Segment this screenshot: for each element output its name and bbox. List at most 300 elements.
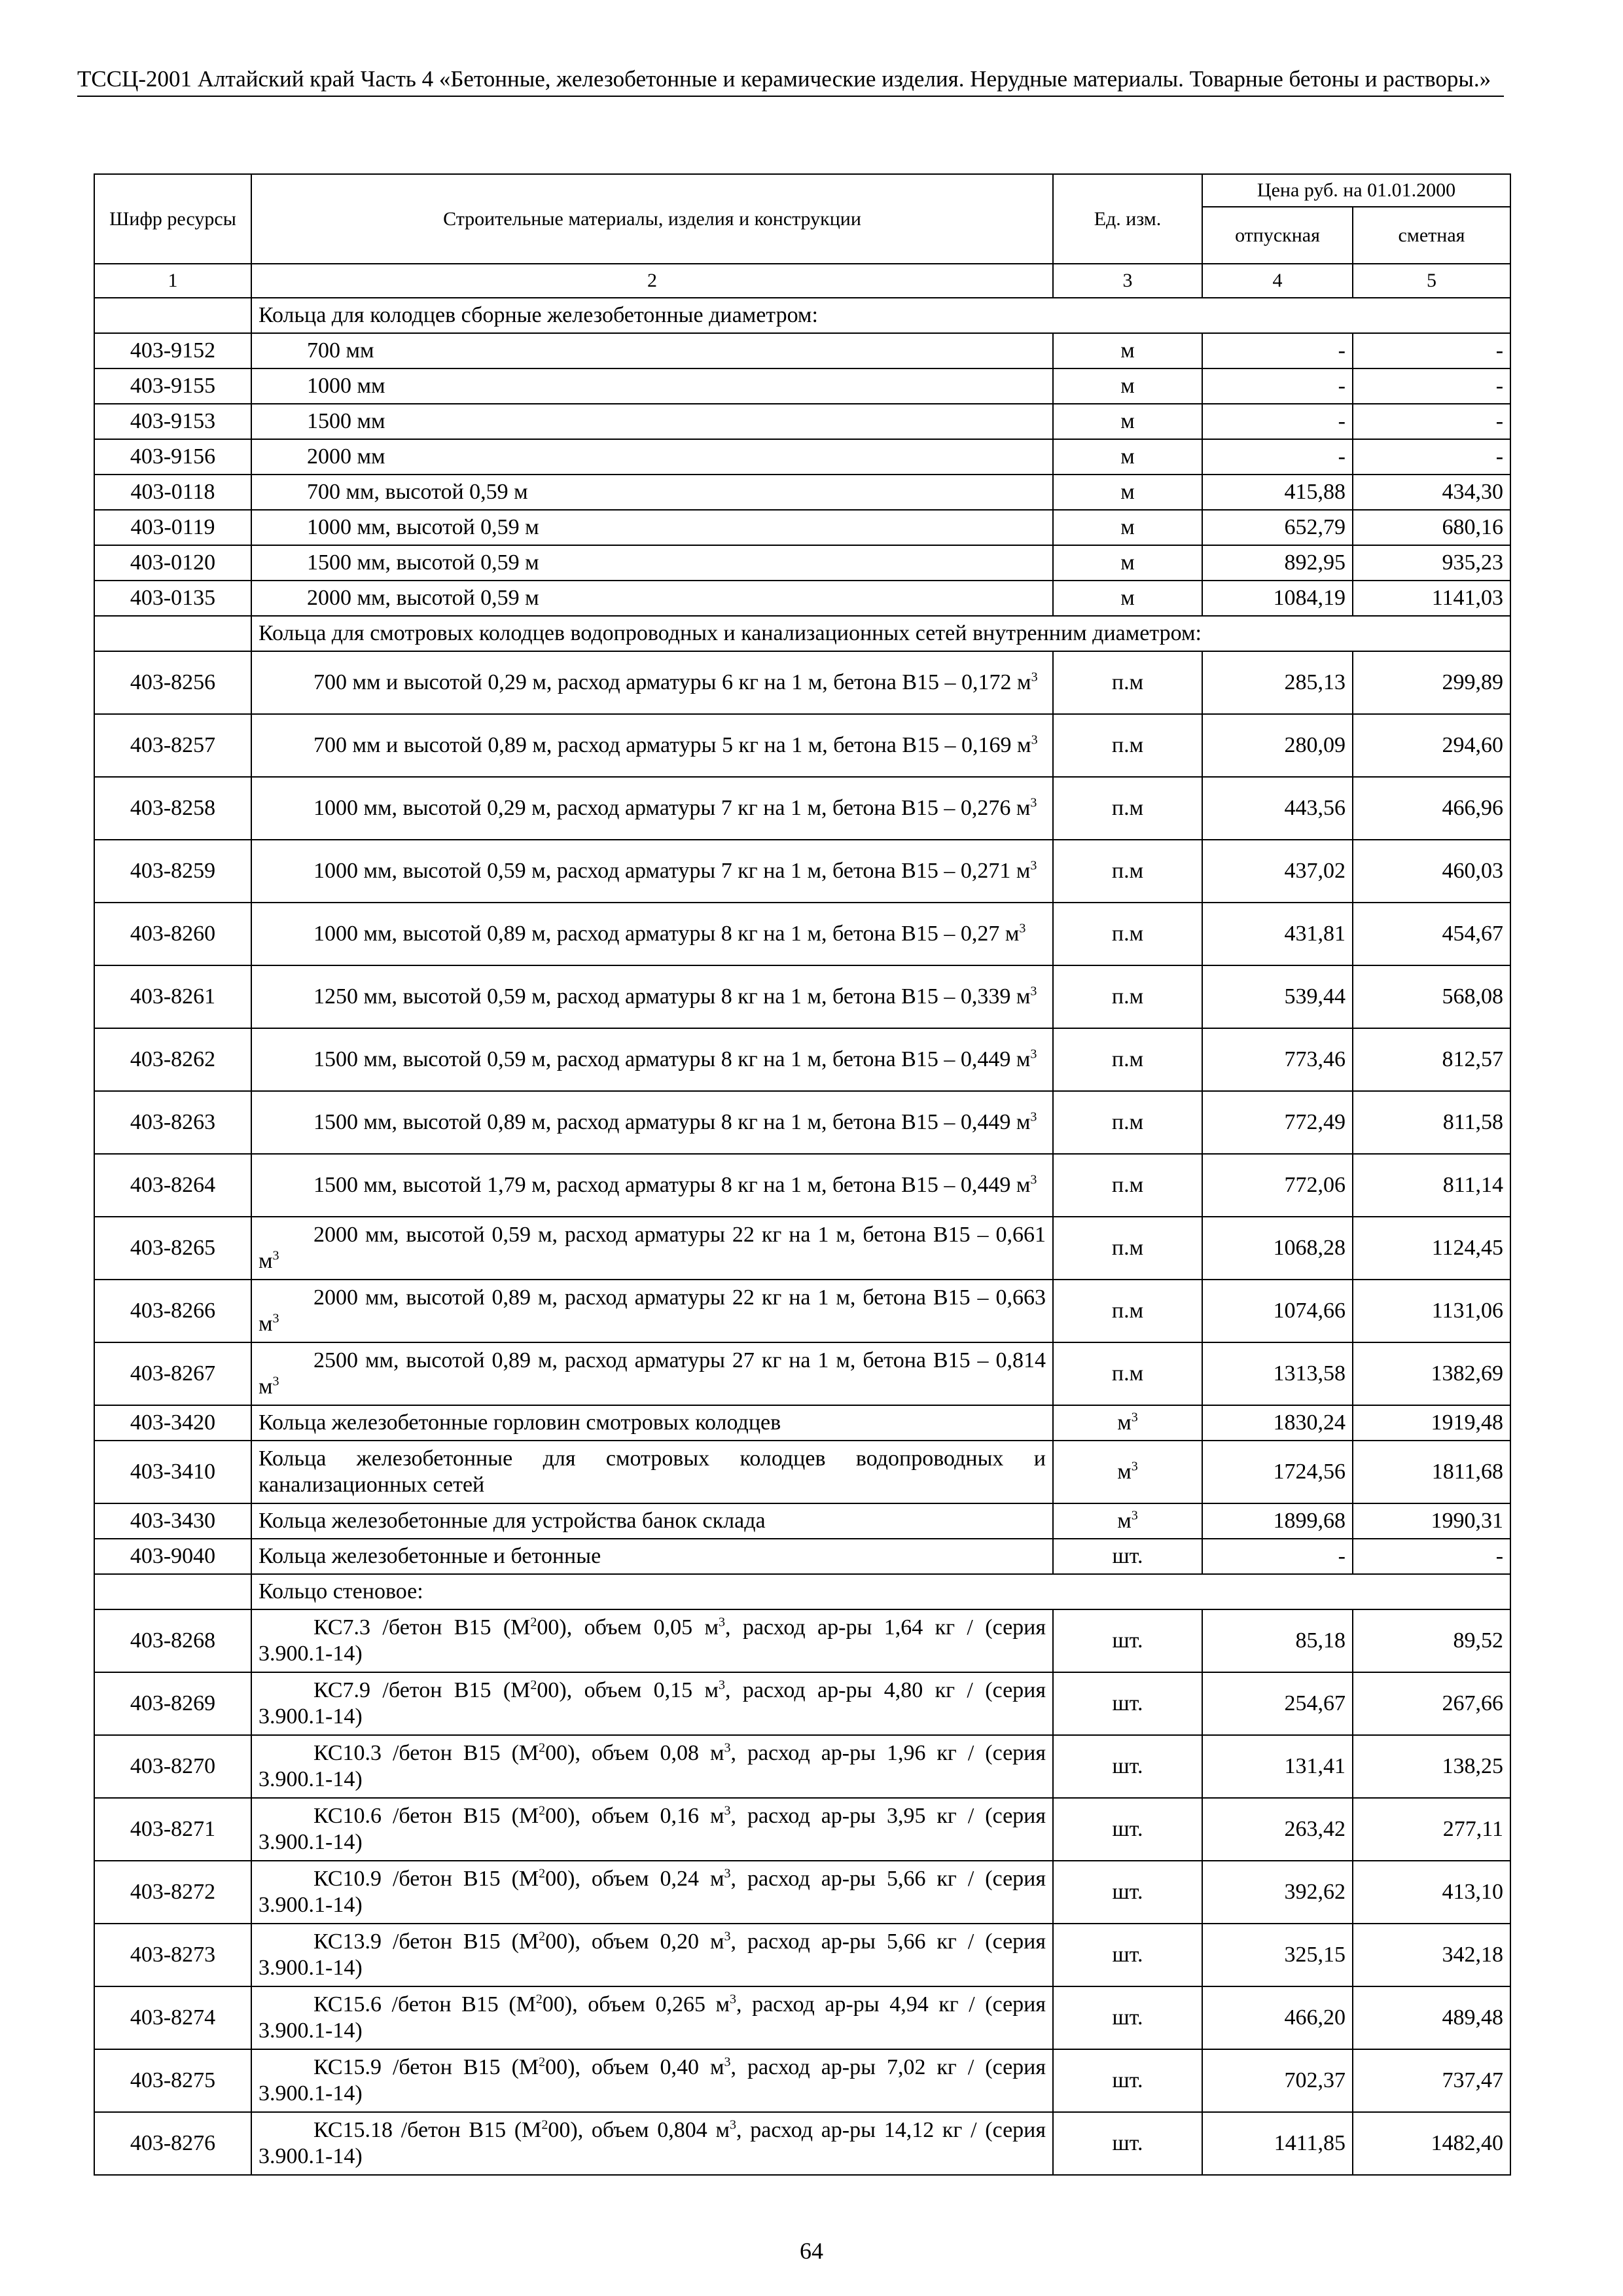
exponent: 3 (724, 1929, 731, 1944)
estimate-price: 89,52 (1353, 1609, 1510, 1672)
exponent: 3 (1030, 1172, 1037, 1187)
description-text: 1000 мм, высотой 0,89 м, расход арматуры 8 кг на 1 м, бетона В15 – 0,27 м (313, 922, 1020, 946)
description-text: 00), объем 0,16 м (545, 1804, 724, 1828)
unit: шт. (1112, 1691, 1143, 1715)
estimate-price: 299,89 (1353, 651, 1510, 714)
resource-code: 403-8256 (94, 651, 251, 714)
release-price: 325,15 (1202, 1924, 1353, 1986)
item-description (251, 1735, 1053, 1798)
release-price: 431,81 (1202, 903, 1353, 965)
unit: м (1120, 515, 1135, 539)
estimate-price: 935,23 (1353, 545, 1510, 581)
item-description (251, 2049, 1053, 2112)
unit: п.м (1111, 670, 1144, 694)
estimate-price: 466,96 (1353, 777, 1510, 840)
exponent: 3 (272, 1248, 279, 1263)
resource-code: 403-8259 (94, 840, 251, 903)
item-description (251, 651, 1053, 714)
description-text: , расход ар-ры 4,80 кг / (серия 3.900.1-14) (259, 1678, 1046, 1729)
resource-code: 403-8269 (94, 1672, 251, 1735)
release-price: - (1202, 439, 1353, 475)
description-text: КС15.9 /бетон В15 (М (313, 2055, 539, 2079)
estimate-price: - (1353, 368, 1510, 404)
unit-cell (1053, 1217, 1202, 1280)
description-text: 1500 мм, высотой 0,89 м, расход арматуры 8 кг на 1 м, бетона В15 – 0,449 м (313, 1110, 1031, 1134)
exponent: 3 (724, 1803, 731, 1818)
table-body (94, 298, 1510, 2175)
item-description (251, 1986, 1053, 2049)
table-row (94, 1672, 1510, 1735)
item-description: 1000 мм (251, 368, 1053, 404)
estimate-price: 489,48 (1353, 1986, 1510, 2049)
item-description: 700 мм, высотой 0,59 м (251, 475, 1053, 510)
table-row (94, 1154, 1510, 1217)
resource-code: 403-9156 (94, 439, 251, 475)
item-description (251, 1861, 1053, 1924)
table-row (94, 1342, 1510, 1405)
item-description (251, 1672, 1053, 1735)
release-price: 437,02 (1202, 840, 1353, 903)
unit: п.м (1111, 984, 1144, 1009)
release-price: 1411,85 (1202, 2112, 1353, 2175)
resource-code: 403-9040 (94, 1539, 251, 1574)
item-description (251, 840, 1053, 903)
description-text: , расход ар-ры 14,12 кг / (серия 3.900.1-14) (259, 2118, 1046, 2168)
description-text: КС10.3 /бетон В15 (М (313, 1741, 539, 1765)
release-price: 773,46 (1202, 1028, 1353, 1091)
release-price: 772,06 (1202, 1154, 1353, 1217)
unit: шт. (1112, 2068, 1143, 2092)
resource-code: 403-3420 (94, 1405, 251, 1441)
estimate-price: 267,66 (1353, 1672, 1510, 1735)
item-description: Кольца железобетонные горловин смотровых колодцев (251, 1405, 1053, 1441)
unit-cell (1053, 1539, 1202, 1574)
unit-cell (1053, 475, 1202, 510)
description-text: 00), объем 0,08 м (545, 1741, 724, 1765)
release-price: 772,49 (1202, 1091, 1353, 1154)
unit-exponent: 3 (1131, 1459, 1138, 1474)
description-text: 00), объем 0,05 м (537, 1615, 719, 1640)
unit: п.м (1111, 1361, 1144, 1386)
resource-code: 403-8264 (94, 1154, 251, 1217)
exponent: 3 (1030, 795, 1037, 810)
unit-cell (1053, 510, 1202, 545)
item-description: Кольца железобетонные для устройства банок склада (251, 1503, 1053, 1539)
resource-code: 403-9155 (94, 368, 251, 404)
table-row (94, 368, 1510, 404)
unit: п.м (1111, 922, 1144, 946)
description-text: КС7.9 /бетон В15 (М (313, 1678, 531, 1702)
item-description (251, 1154, 1053, 1217)
resource-code: 403-8272 (94, 1861, 251, 1924)
column-number: 3 (1053, 264, 1202, 298)
item-description: Кольца железобетонные для смотровых колодцев водопроводных и канализационных сетей (251, 1441, 1053, 1503)
unit: м (1120, 586, 1135, 610)
table-row (94, 545, 1510, 581)
unit-cell (1053, 1154, 1202, 1217)
release-price: 892,95 (1202, 545, 1353, 581)
estimate-price: 680,16 (1353, 510, 1510, 545)
table-row (94, 1503, 1510, 1539)
item-description: 2000 мм (251, 439, 1053, 475)
exponent: 2 (539, 1929, 546, 1944)
description-text: 00), объем 0,40 м (545, 2055, 724, 2079)
unit-cell (1053, 903, 1202, 965)
unit: м (1120, 480, 1135, 504)
table-row (94, 1091, 1510, 1154)
exponent: 3 (1030, 1109, 1037, 1124)
resource-code: 403-3430 (94, 1503, 251, 1539)
estimate-price: 460,03 (1353, 840, 1510, 903)
resource-code: 403-9152 (94, 333, 251, 368)
exponent: 3 (1030, 1047, 1037, 1062)
resource-code: 403-8260 (94, 903, 251, 965)
release-price: 1830,24 (1202, 1405, 1353, 1441)
estimate-price: 737,47 (1353, 2049, 1510, 2112)
table-row (94, 1441, 1510, 1503)
release-price: 702,37 (1202, 2049, 1353, 2112)
release-price: 443,56 (1202, 777, 1353, 840)
table-row (94, 1986, 1510, 2049)
exponent: 3 (272, 1311, 279, 1326)
exponent: 3 (724, 1740, 731, 1755)
unit-cell (1053, 1735, 1202, 1798)
unit: шт. (1112, 1754, 1143, 1778)
item-description (251, 1091, 1053, 1154)
estimate-price: 434,30 (1353, 475, 1510, 510)
unit-exponent: 3 (1131, 1508, 1138, 1523)
description-text: КС15.6 /бетон В15 (М (313, 1992, 536, 2017)
unit: шт. (1112, 2005, 1143, 2030)
release-price: 1074,66 (1202, 1280, 1353, 1342)
exponent: 2 (539, 1803, 546, 1818)
release-price: 1313,58 (1202, 1342, 1353, 1405)
unit-cell (1053, 404, 1202, 439)
estimate-price: 812,57 (1353, 1028, 1510, 1091)
estimate-price: 413,10 (1353, 1861, 1510, 1924)
unit-cell (1053, 333, 1202, 368)
unit: шт. (1112, 1943, 1143, 1967)
unit: м (1117, 1509, 1132, 1533)
estimate-price: 342,18 (1353, 1924, 1510, 1986)
estimate-price: 138,25 (1353, 1735, 1510, 1798)
estimate-price: 568,08 (1353, 965, 1510, 1028)
unit-cell (1053, 1342, 1202, 1405)
exponent: 3 (1031, 732, 1038, 747)
resource-code: 403-3410 (94, 1441, 251, 1503)
release-price: 285,13 (1202, 651, 1353, 714)
table-row (94, 439, 1510, 475)
resource-code: 403-8261 (94, 965, 251, 1028)
exponent: 3 (1030, 984, 1037, 999)
item-description: 700 мм (251, 333, 1053, 368)
item-description (251, 965, 1053, 1028)
resource-code: 403-0118 (94, 475, 251, 510)
item-description (251, 2112, 1053, 2175)
description-text: 1500 мм, высотой 0,59 м, расход арматуры 8 кг на 1 м, бетона В15 – 0,449 м (313, 1047, 1031, 1071)
column-number: 5 (1353, 264, 1510, 298)
unit: шт. (1112, 1544, 1143, 1568)
description-text: , расход ар-ры 5,66 кг / (серия 3.900.1-14) (259, 1929, 1046, 1980)
unit-cell (1053, 840, 1202, 903)
table-row (94, 1609, 1510, 1672)
resource-code: 403-8263 (94, 1091, 251, 1154)
resource-code: 403-8262 (94, 1028, 251, 1091)
exponent: 2 (530, 1615, 537, 1630)
unit-cell (1053, 777, 1202, 840)
unit: п.м (1111, 796, 1144, 820)
description-text: 2000 мм, высотой 0,59 м, расход арматуры 22 кг на 1 м, бетона В15 – 0,661 м (259, 1223, 1046, 1273)
description-text: 00), объем 0,265 м (542, 1992, 730, 2017)
exponent: 3 (272, 1374, 279, 1389)
unit-cell (1053, 1405, 1202, 1441)
table-row (94, 1280, 1510, 1342)
resource-code: 403-8275 (94, 2049, 251, 2112)
resource-code: 403-8257 (94, 714, 251, 777)
exponent: 2 (539, 1866, 546, 1881)
table-row (94, 1924, 1510, 1986)
estimate-price: 1124,45 (1353, 1217, 1510, 1280)
description-text: 700 мм и высотой 0,89 м, расход арматуры 5 кг на 1 м, бетона В15 – 0,169 м (313, 733, 1031, 757)
column-number: 4 (1202, 264, 1353, 298)
item-description (251, 1280, 1053, 1342)
resource-code: 403-8268 (94, 1609, 251, 1672)
release-price: 131,41 (1202, 1735, 1353, 1798)
description-text: , расход ар-ры 3,95 кг / (серия 3.900.1-14) (259, 1804, 1046, 1854)
item-description (251, 1798, 1053, 1861)
description-text: 1000 мм, высотой 0,29 м, расход арматуры 7 кг на 1 м, бетона В15 – 0,276 м (313, 796, 1031, 820)
unit-cell (1053, 1441, 1202, 1503)
table-row (94, 1539, 1510, 1574)
unit: п.м (1111, 1299, 1144, 1323)
exponent: 2 (539, 1740, 546, 1755)
unit: п.м (1111, 1236, 1144, 1260)
price-table (94, 173, 1511, 2176)
unit: м (1120, 338, 1135, 363)
exponent: 3 (1030, 858, 1037, 873)
estimate-price: 1131,06 (1353, 1280, 1510, 1342)
table-row (94, 903, 1510, 965)
unit-cell (1053, 1028, 1202, 1091)
estimate-price: 294,60 (1353, 714, 1510, 777)
resource-code: 403-8267 (94, 1342, 251, 1405)
description-text: 2000 мм, высотой 0,89 м, расход арматуры 22 кг на 1 м, бетона В15 – 0,663 м (259, 1285, 1046, 1336)
table-row (94, 2112, 1510, 2175)
release-price: - (1202, 368, 1353, 404)
unit: м (1120, 550, 1135, 575)
table-row (94, 333, 1510, 368)
release-price: 1899,68 (1202, 1503, 1353, 1539)
header-name: Строительные материалы, изделия и конструкции (251, 174, 1053, 264)
resource-code: 403-8273 (94, 1924, 251, 1986)
page-number: 64 (800, 2238, 823, 2264)
document-title: ТССЦ-2001 Алтайский край Часть 4 «Бетонные, железобетонные и керамические изделия. Нерудные материалы. Товарные бетоны и растворы.» (77, 66, 1491, 92)
header-release-price: отпускная (1202, 207, 1353, 264)
description-text: 00), объем 0,20 м (545, 1929, 724, 1954)
unit: м (1117, 1410, 1132, 1435)
section-code-cell (94, 1574, 251, 1609)
release-price: - (1202, 333, 1353, 368)
unit-cell (1053, 714, 1202, 777)
section-row (94, 1574, 1510, 1609)
unit-cell (1053, 1924, 1202, 1986)
unit-cell (1053, 1280, 1202, 1342)
estimate-price: 1919,48 (1353, 1405, 1510, 1441)
unit: шт. (1112, 1628, 1143, 1653)
description-text: КС13.9 /бетон В15 (М (313, 1929, 539, 1954)
item-description: 1500 мм, высотой 0,59 м (251, 545, 1053, 581)
section-title: Кольца для смотровых колодцев водопроводных и канализационных сетей внутренним диаметром: (251, 616, 1510, 651)
resource-code: 403-0120 (94, 545, 251, 581)
release-price: 1724,56 (1202, 1441, 1353, 1503)
unit: п.м (1111, 1110, 1144, 1134)
unit-cell (1053, 368, 1202, 404)
resource-code: 403-9153 (94, 404, 251, 439)
exponent: 3 (730, 1992, 737, 2007)
unit: м (1117, 1460, 1132, 1484)
resource-code: 403-8274 (94, 1986, 251, 2049)
column-number: 1 (94, 264, 251, 298)
unit: шт. (1112, 1817, 1143, 1841)
resource-code: 403-8265 (94, 1217, 251, 1280)
exponent: 2 (539, 2054, 546, 2070)
release-price: 652,79 (1202, 510, 1353, 545)
description-text: 00), объем 0,24 м (545, 1867, 724, 1891)
table-row (94, 965, 1510, 1028)
item-description: 1000 мм, высотой 0,59 м (251, 510, 1053, 545)
estimate-price: 1482,40 (1353, 2112, 1510, 2175)
table-row (94, 475, 1510, 510)
table-row (94, 1405, 1510, 1441)
resource-code: 403-8270 (94, 1735, 251, 1798)
description-text: 700 мм и высотой 0,29 м, расход арматуры 6 кг на 1 м, бетона В15 – 0,172 м (313, 670, 1031, 694)
estimate-price: - (1353, 404, 1510, 439)
unit-cell (1053, 545, 1202, 581)
item-description: 2000 мм, высотой 0,59 м (251, 581, 1053, 616)
exponent: 3 (719, 1677, 726, 1693)
unit-cell (1053, 1861, 1202, 1924)
estimate-price: 1990,31 (1353, 1503, 1510, 1539)
item-description (251, 714, 1053, 777)
release-price: 280,09 (1202, 714, 1353, 777)
unit-cell (1053, 1609, 1202, 1672)
unit: п.м (1111, 859, 1144, 883)
resource-code: 403-8258 (94, 777, 251, 840)
unit-cell (1053, 581, 1202, 616)
table-row (94, 1861, 1510, 1924)
estimate-price: - (1353, 439, 1510, 475)
table-row (94, 1735, 1510, 1798)
description-text: 1250 мм, высотой 0,59 м, расход арматуры 8 кг на 1 м, бетона В15 – 0,339 м (313, 984, 1031, 1009)
exponent: 3 (724, 2054, 731, 2070)
column-number-row (94, 264, 1510, 298)
resource-code: 403-8276 (94, 2112, 251, 2175)
header-code: Шифр ресурсы (94, 174, 251, 264)
release-price: 539,44 (1202, 965, 1353, 1028)
estimate-price: - (1353, 1539, 1510, 1574)
header-unit: Ед. изм. (1053, 174, 1202, 264)
description-text: КС15.18 /бетон В15 (М (313, 2118, 542, 2142)
item-description (251, 1609, 1053, 1672)
unit: м (1120, 374, 1135, 398)
description-text: 00), объем 0,804 м (548, 2118, 730, 2142)
unit: п.м (1111, 1047, 1144, 1071)
item-description (251, 1028, 1053, 1091)
unit-cell (1053, 1672, 1202, 1735)
estimate-price: 277,11 (1353, 1798, 1510, 1861)
unit-cell (1053, 1503, 1202, 1539)
resource-code: 403-0135 (94, 581, 251, 616)
exponent: 2 (541, 2117, 548, 2132)
release-price: 392,62 (1202, 1861, 1353, 1924)
section-row (94, 616, 1510, 651)
description-text: 2500 мм, высотой 0,89 м, расход арматуры 27 кг на 1 м, бетона В15 – 0,814 м (259, 1348, 1046, 1399)
description-text: , расход ар-ры 7,02 кг / (серия 3.900.1-14) (259, 2055, 1046, 2106)
release-price: 254,67 (1202, 1672, 1353, 1735)
table-row (94, 510, 1510, 545)
description-text: , расход ар-ры 4,94 кг / (серия 3.900.1-14) (259, 1992, 1046, 2043)
table-row (94, 1217, 1510, 1280)
section-title: Кольца для колодцев сборные железобетонные диаметром: (251, 298, 1510, 333)
estimate-price: 1382,69 (1353, 1342, 1510, 1405)
description-text: 1500 мм, высотой 1,79 м, расход арматуры 8 кг на 1 м, бетона В15 – 0,449 м (313, 1173, 1031, 1197)
section-row (94, 298, 1510, 333)
section-code-cell (94, 616, 251, 651)
resource-code: 403-8266 (94, 1280, 251, 1342)
unit-cell (1053, 1091, 1202, 1154)
table-row (94, 651, 1510, 714)
item-description (251, 903, 1053, 965)
exponent: 2 (535, 1992, 543, 2007)
section-code-cell (94, 298, 251, 333)
unit-cell (1053, 439, 1202, 475)
exponent: 2 (530, 1677, 537, 1693)
item-description (251, 777, 1053, 840)
exponent: 3 (1031, 670, 1038, 685)
unit: м (1120, 409, 1135, 433)
item-description (251, 1924, 1053, 1986)
description-text: КС10.9 /бетон В15 (М (313, 1867, 539, 1891)
unit-cell (1053, 2049, 1202, 2112)
exponent: 3 (724, 1866, 731, 1881)
exponent: 3 (730, 2117, 737, 2132)
release-price: 1068,28 (1202, 1217, 1353, 1280)
estimate-price: 811,14 (1353, 1154, 1510, 1217)
unit: п.м (1111, 733, 1144, 757)
unit: шт. (1112, 1880, 1143, 1904)
item-description: 1500 мм (251, 404, 1053, 439)
document-header (77, 65, 1504, 97)
unit-cell (1053, 965, 1202, 1028)
table-row (94, 777, 1510, 840)
description-text: 1000 мм, высотой 0,59 м, расход арматуры 7 кг на 1 м, бетона В15 – 0,271 м (313, 859, 1031, 883)
release-price: 466,20 (1202, 1986, 1353, 2049)
estimate-price: 454,67 (1353, 903, 1510, 965)
description-text: 00), объем 0,15 м (537, 1678, 719, 1702)
unit-cell (1053, 651, 1202, 714)
table-row (94, 714, 1510, 777)
release-price: - (1202, 404, 1353, 439)
release-price: 415,88 (1202, 475, 1353, 510)
item-description: Кольца железобетонные и бетонные (251, 1539, 1053, 1574)
item-description (251, 1342, 1053, 1405)
description-text: КС10.6 /бетон В15 (М (313, 1804, 539, 1828)
unit-cell (1053, 1798, 1202, 1861)
description-text: , расход ар-ры 1,96 кг / (серия 3.900.1-14) (259, 1741, 1046, 1791)
unit: шт. (1112, 2131, 1143, 2155)
unit: п.м (1111, 1173, 1144, 1197)
header-estimate-price: сметная (1353, 207, 1510, 264)
